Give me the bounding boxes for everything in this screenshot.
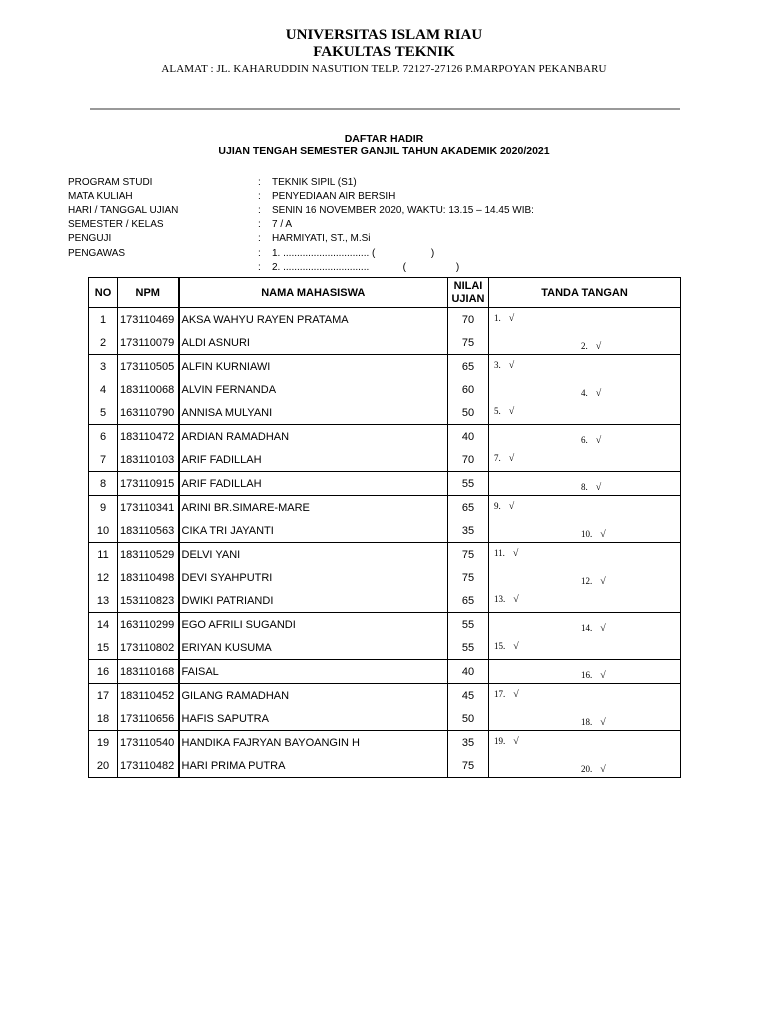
check-mark-icon: √ [508,452,515,464]
check-mark-icon: √ [513,688,519,700]
student-npm: 173110540 [118,731,179,755]
exam-score: 35 [448,731,489,755]
row-number: 18 [89,707,118,731]
check-mark-icon: √ [595,340,602,352]
table-row [89,331,681,355]
student-npm: 173110469 [118,308,179,332]
table-row [89,731,681,755]
signature-mark [581,717,606,728]
exam-score: 65 [448,355,489,379]
student-name: HAFIS SAPUTRA [179,707,448,731]
signature-mark [494,360,514,371]
faculty-name: FAKULTAS TEKNIK [313,44,455,60]
table-row [89,589,681,613]
signature-number: 10. [581,528,593,539]
exam-score: 60 [448,378,489,401]
student-name: DEVI SYAHPUTRI [179,566,448,589]
student-name: DWIKI PATRIANDI [179,589,448,613]
row-number: 2 [89,331,118,355]
check-mark-icon: √ [600,763,606,775]
exam-score: 35 [448,519,489,543]
colon: : [258,177,261,188]
address-line: ALAMAT : JL. KAHARUDDIN NASUTION TELP. 72127-27126 P.MARPOYAN PEKANBARU [161,63,607,75]
date-value: SENIN 16 NOVEMBER 2020, WAKTU: 13.15 – 14.45 WIB: [272,205,534,216]
signature-cell [489,401,681,425]
student-npm: 173110079 [118,331,179,355]
student-name: ALVIN FERNANDA [179,378,448,401]
colon: : [258,205,261,216]
student-npm: 173110656 [118,707,179,731]
table-row [89,754,681,778]
table-row [89,472,681,496]
student-name: ANNISA MULYANI [179,401,448,425]
signature-cell [489,566,681,589]
check-mark-icon: √ [595,434,602,446]
signature-mark [581,341,601,352]
exam-score: 50 [448,401,489,425]
signature-mark [581,435,601,446]
check-mark-icon: √ [600,716,606,728]
row-number: 3 [89,355,118,379]
check-mark-icon: √ [508,405,515,417]
signature-mark [494,689,519,700]
table-row [89,707,681,731]
header-signature: TANDA TANGAN [489,278,681,308]
student-name: HANDIKA FAJRYAN BAYOANGIN H [179,731,448,755]
row-number: 4 [89,378,118,401]
table-row [89,425,681,449]
row-number: 11 [89,543,118,567]
student-npm: 183110529 [118,543,179,567]
signature-mark [494,736,519,747]
check-mark-icon: √ [508,500,515,512]
table-row [89,636,681,660]
table-row [89,613,681,637]
student-npm: 183110103 [118,448,179,472]
signature-mark [494,594,519,605]
signature-cell [489,331,681,355]
program-label: PROGRAM STUDI [68,177,153,188]
header-score-line1: NILAI [453,279,483,292]
attendance-table [88,277,681,778]
header-score-line2: UJIAN [451,292,485,305]
row-number: 7 [89,448,118,472]
table-row [89,355,681,379]
table-row [89,401,681,425]
student-npm: 183110452 [118,684,179,708]
exam-score: 65 [448,589,489,613]
signature-number: 2. [581,340,588,351]
check-mark-icon: √ [595,481,602,493]
row-number: 12 [89,566,118,589]
signature-number: 4. [581,387,588,398]
signature-number: 9. [494,500,501,511]
check-mark-icon: √ [513,593,519,605]
exam-score: 75 [448,566,489,589]
student-name: EGO AFRILI SUGANDI [179,613,448,637]
exam-score: 40 [448,660,489,684]
check-mark-icon: √ [600,575,606,587]
student-name: AKSA WAHYU RAYEN PRATAMA [179,308,448,332]
row-number: 8 [89,472,118,496]
table-row [89,519,681,543]
header-divider [90,108,680,110]
student-npm: 183110563 [118,519,179,543]
signature-cell [489,496,681,520]
row-number: 15 [89,636,118,660]
student-name: ARDIAN RAMADHAN [179,425,448,449]
signature-number: 15. [494,640,506,651]
header-no: NO [89,278,118,308]
signature-number: 20. [581,763,593,774]
signature-mark [581,482,601,493]
course-value: PENYEDIAAN AIR BERSIH [272,191,396,202]
signature-number: 12. [581,575,593,586]
signature-cell [489,378,681,401]
exam-score: 65 [448,496,489,520]
exam-score: 70 [448,448,489,472]
student-name: ERIYAN KUSUMA [179,636,448,660]
examiner-label: PENGUJI [68,233,112,244]
student-npm: 173110802 [118,636,179,660]
document-title: DAFTAR HADIR [344,133,424,145]
student-npm: 183110472 [118,425,179,449]
signature-number: 17. [494,688,506,699]
table-row [89,566,681,589]
signature-mark [581,764,606,775]
student-npm: 183110498 [118,566,179,589]
signature-cell [489,425,681,449]
table-row [89,448,681,472]
student-name: ARINI BR.SIMARE-MARE [179,496,448,520]
examiner-value: HARMIYATI, ST., M.Si [272,233,371,244]
signature-cell [489,660,681,684]
signature-cell [489,636,681,660]
signature-cell [489,543,681,567]
student-name: CIKA TRI JAYANTI [179,519,448,543]
signature-cell [489,355,681,379]
signature-cell [489,308,681,332]
exam-score: 50 [448,707,489,731]
exam-score: 75 [448,543,489,567]
row-number: 20 [89,754,118,778]
signature-cell [489,519,681,543]
check-mark-icon: √ [600,622,606,634]
supervisor-label: PENGAWAS [68,248,126,259]
semester-label: SEMESTER / KELAS [68,219,164,230]
signature-number: 13. [494,593,506,604]
signature-number: 1. [494,312,501,323]
exam-score: 55 [448,636,489,660]
signature-number: 14. [581,622,593,633]
student-npm: 183110068 [118,378,179,401]
check-mark-icon: √ [600,528,606,540]
table-row [89,496,681,520]
signature-cell [489,684,681,708]
row-number: 14 [89,613,118,637]
student-npm: 153110823 [118,589,179,613]
signature-cell [489,589,681,613]
header-npm: NPM [118,278,179,308]
exam-score: 75 [448,754,489,778]
signature-cell [489,448,681,472]
signature-number: 16. [581,669,593,680]
table-row [89,378,681,401]
student-npm: 173110915 [118,472,179,496]
colon: : [258,262,261,273]
signature-cell [489,731,681,755]
signature-mark [581,623,606,634]
row-number: 5 [89,401,118,425]
check-mark-icon: √ [512,547,519,559]
student-name: ALFIN KURNIAWI [179,355,448,379]
colon: : [258,191,261,202]
check-mark-icon: √ [508,359,515,371]
date-label: HARI / TANGGAL UJIAN [68,205,179,216]
signature-number: 11. [494,547,505,558]
signature-mark [494,501,514,512]
signature-number: 18. [581,716,593,727]
exam-score: 55 [448,613,489,637]
signature-mark [494,406,514,417]
row-number: 16 [89,660,118,684]
signature-mark [494,548,518,559]
signature-cell [489,613,681,637]
check-mark-icon: √ [513,735,519,747]
course-label: MATA KULIAH [68,191,133,202]
exam-score: 70 [448,308,489,332]
university-name: UNIVERSITAS ISLAM RIAU [285,27,483,43]
signature-mark [494,453,514,464]
row-number: 9 [89,496,118,520]
supervisor-1: 1. ............................... ( ) [272,248,435,259]
student-npm: 163110299 [118,613,179,637]
signature-mark [581,529,606,540]
signature-cell [489,754,681,778]
student-name: ALDI ASNURI [179,331,448,355]
student-npm: 173110505 [118,355,179,379]
signature-mark [581,576,606,587]
header-name: NAMA MAHASISWA [179,278,448,308]
table-row [89,543,681,567]
colon: : [258,219,261,230]
exam-score: 75 [448,331,489,355]
document-subtitle: UJIAN TENGAH SEMESTER GANJIL TAHUN AKADEMIK 2020/2021 [218,145,550,157]
signature-number: 5. [494,405,501,416]
signature-cell [489,707,681,731]
row-number: 10 [89,519,118,543]
signature-mark [494,313,514,324]
table-row [89,684,681,708]
student-name: HARI PRIMA PUTRA [179,754,448,778]
check-mark-icon: √ [508,312,515,324]
exam-score: 55 [448,472,489,496]
table-row [89,660,681,684]
table-row [89,308,681,332]
header-score [448,278,489,308]
check-mark-icon: √ [513,640,519,652]
semester-value: 7 / A [272,219,293,230]
row-number: 19 [89,731,118,755]
signature-mark [494,641,519,652]
signature-number: 3. [494,359,501,370]
row-number: 6 [89,425,118,449]
signature-number: 19. [494,735,506,746]
student-name: GILANG RAMADHAN [179,684,448,708]
row-number: 13 [89,589,118,613]
signature-mark [581,388,601,399]
student-npm: 163110790 [118,401,179,425]
colon: : [258,248,261,259]
colon: : [258,233,261,244]
student-name: ARIF FADILLAH [179,472,448,496]
student-npm: 183110168 [118,660,179,684]
exam-score: 40 [448,425,489,449]
check-mark-icon: √ [595,387,602,399]
signature-number: 8. [581,481,588,492]
supervisor-2: 2. ............................... ( ) [272,262,460,273]
student-name: FAISAL [179,660,448,684]
signature-cell [489,472,681,496]
exam-score: 45 [448,684,489,708]
student-npm: 173110482 [118,754,179,778]
check-mark-icon: √ [600,669,606,681]
row-number: 1 [89,308,118,332]
student-npm: 173110341 [118,496,179,520]
table-body [89,308,681,778]
program-value: TEKNIK SIPIL (S1) [272,177,357,188]
signature-mark [581,670,606,681]
student-name: ARIF FADILLAH [179,448,448,472]
signature-number: 6. [581,434,588,445]
table-header-row [89,278,681,308]
row-number: 17 [89,684,118,708]
signature-number: 7. [494,452,501,463]
student-name: DELVI YANI [179,543,448,567]
